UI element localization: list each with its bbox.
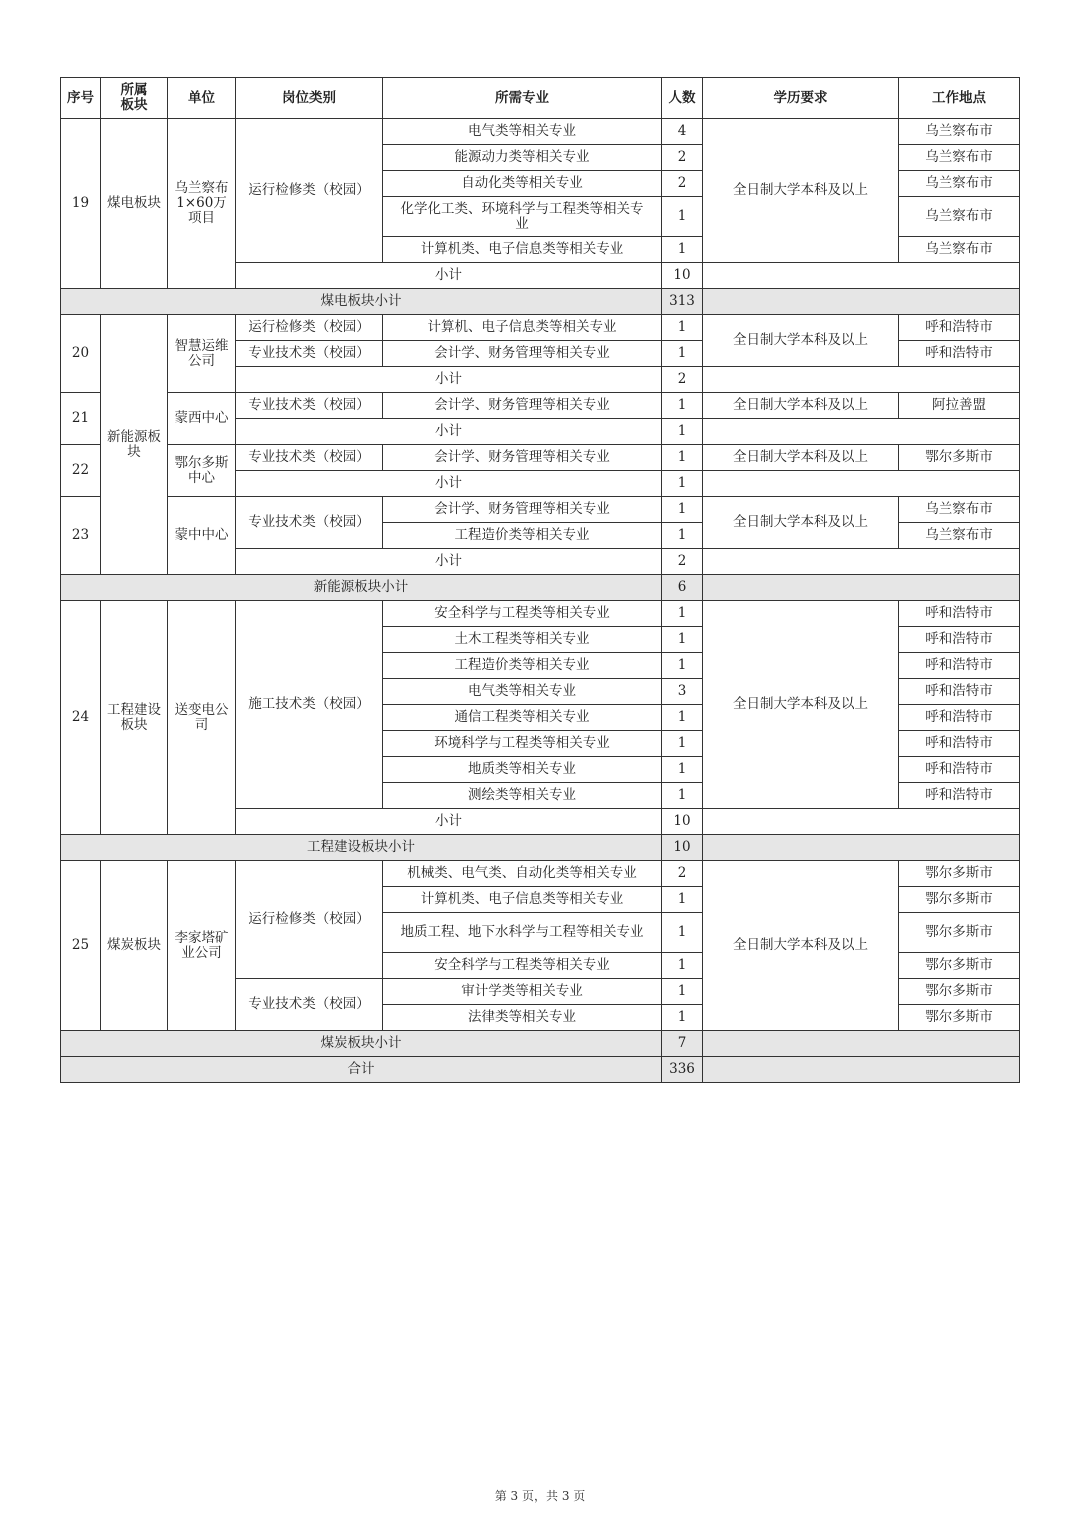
category-cell: 施工技术类（校园）	[236, 601, 383, 809]
major-cell: 土木工程类等相关专业	[383, 627, 662, 653]
sector-cell: 新能源板 块	[101, 315, 168, 575]
subtotal-label: 小计	[236, 419, 662, 445]
location-cell: 乌兰察布市	[899, 523, 1020, 549]
major-cell: 工程造价类等相关专业	[383, 653, 662, 679]
major-cell: 法律类等相关专业	[383, 1005, 662, 1031]
count-cell: 1	[662, 601, 703, 627]
count-cell: 1	[662, 627, 703, 653]
location-cell: 鄂尔多斯市	[899, 1005, 1020, 1031]
sector-cell: 煤炭板块	[101, 861, 168, 1031]
count-cell: 1	[662, 315, 703, 341]
empty-cell	[703, 471, 1020, 497]
major-cell: 地质工程、地下水科学与工程等相关专业	[383, 913, 662, 953]
major-cell: 审计学类等相关专业	[383, 979, 662, 1005]
subtotal-label: 小计	[236, 367, 662, 393]
sector-total-row	[61, 835, 1020, 861]
empty-cell	[703, 549, 1020, 575]
major-cell: 自动化类等相关专业	[383, 171, 662, 197]
location-cell: 鄂尔多斯市	[899, 913, 1020, 953]
count-cell: 1	[662, 653, 703, 679]
unit-cell: 蒙中中心	[168, 497, 236, 575]
location-cell: 呼和浩特市	[899, 601, 1020, 627]
sector-total-label: 新能源板块小计	[61, 575, 662, 601]
unit-cell: 智慧运维 公司	[168, 315, 236, 393]
count-cell: 2	[662, 145, 703, 171]
count-cell: 1	[662, 445, 703, 471]
table-row	[61, 315, 1020, 341]
major-cell: 计算机、电子信息类等相关专业	[383, 315, 662, 341]
location-cell: 阿拉善盟	[899, 393, 1020, 419]
unit-cell: 鄂尔多斯 中心	[168, 445, 236, 497]
sector-total-value: 313	[662, 289, 703, 315]
count-cell: 2	[662, 171, 703, 197]
location-cell: 呼和浩特市	[899, 341, 1020, 367]
location-cell: 乌兰察布市	[899, 497, 1020, 523]
sector-total-row	[61, 575, 1020, 601]
count-cell: 1	[662, 705, 703, 731]
major-cell: 计算机类、电子信息类等相关专业	[383, 237, 662, 263]
count-cell: 1	[662, 497, 703, 523]
count-cell: 1	[662, 783, 703, 809]
location-cell: 鄂尔多斯市	[899, 445, 1020, 471]
subtotal-value: 1	[662, 471, 703, 497]
sector-total-row	[61, 289, 1020, 315]
location-cell: 呼和浩特市	[899, 679, 1020, 705]
count-cell: 1	[662, 913, 703, 953]
location-cell: 呼和浩特市	[899, 315, 1020, 341]
recruitment-table	[60, 77, 1020, 1083]
education-cell: 全日制大学本科及以上	[703, 861, 899, 1031]
major-cell: 工程造价类等相关专业	[383, 523, 662, 549]
education-cell: 全日制大学本科及以上	[703, 119, 899, 263]
subtotal-value: 10	[662, 809, 703, 835]
count-cell: 1	[662, 1005, 703, 1031]
empty-cell	[703, 835, 1020, 861]
subtotal-label: 小计	[236, 549, 662, 575]
major-cell: 通信工程类等相关专业	[383, 705, 662, 731]
sector-total-row	[61, 1031, 1020, 1057]
count-cell: 1	[662, 237, 703, 263]
subtotal-label: 小计	[236, 809, 662, 835]
count-cell: 4	[662, 119, 703, 145]
table-row	[61, 393, 1020, 419]
education-cell: 全日制大学本科及以上	[703, 393, 899, 419]
education-cell: 全日制大学本科及以上	[703, 315, 899, 367]
subtotal-value: 10	[662, 263, 703, 289]
row-number: 19	[61, 119, 101, 289]
subtotal-value: 1	[662, 419, 703, 445]
education-cell: 全日制大学本科及以上	[703, 601, 899, 809]
major-cell: 测绘类等相关专业	[383, 783, 662, 809]
category-cell: 运行检修类（校园）	[236, 315, 383, 341]
category-cell: 专业技术类（校园）	[236, 979, 383, 1031]
count-cell: 2	[662, 861, 703, 887]
major-cell: 电气类等相关专业	[383, 679, 662, 705]
row-number: 23	[61, 497, 101, 575]
empty-cell	[703, 289, 1020, 315]
major-cell: 化学化工类、环境科学与工程类等相关专 业	[383, 197, 662, 237]
major-cell: 地质类等相关专业	[383, 757, 662, 783]
page-footer: 第 3 页，共 3 页	[494, 1489, 586, 1503]
location-cell: 鄂尔多斯市	[899, 979, 1020, 1005]
empty-cell	[703, 419, 1020, 445]
major-cell: 电气类等相关专业	[383, 119, 662, 145]
location-cell: 呼和浩特市	[899, 653, 1020, 679]
row-number: 22	[61, 445, 101, 497]
count-cell: 1	[662, 341, 703, 367]
subtotal-label: 小计	[236, 471, 662, 497]
grand-total-row	[61, 1057, 1020, 1083]
sector-total-label: 工程建设板块小计	[61, 835, 662, 861]
unit-cell: 蒙西中心	[168, 393, 236, 445]
unit-cell: 乌兰察布 1×60万 项目	[168, 119, 236, 289]
unit-cell: 送变电公 司	[168, 601, 236, 835]
sector-cell: 煤电板块	[101, 119, 168, 289]
empty-cell	[703, 263, 1020, 289]
table-header	[61, 78, 1020, 119]
education-cell: 全日制大学本科及以上	[703, 497, 899, 549]
location-cell: 乌兰察布市	[899, 171, 1020, 197]
location-cell: 乌兰察布市	[899, 119, 1020, 145]
major-cell: 环境科学与工程类等相关专业	[383, 731, 662, 757]
location-cell: 鄂尔多斯市	[899, 887, 1020, 913]
count-cell: 1	[662, 523, 703, 549]
sector-total-value: 6	[662, 575, 703, 601]
empty-cell	[703, 809, 1020, 835]
row-number: 20	[61, 315, 101, 393]
table-row	[61, 601, 1020, 627]
education-cell: 全日制大学本科及以上	[703, 445, 899, 471]
table-row	[61, 445, 1020, 471]
location-cell: 呼和浩特市	[899, 783, 1020, 809]
header-cell: 人数	[662, 78, 703, 119]
table-row	[61, 497, 1020, 523]
empty-cell	[703, 1057, 1020, 1083]
category-cell: 运行检修类（校园）	[236, 119, 383, 263]
subtotal-value: 2	[662, 367, 703, 393]
major-cell: 安全科学与工程类等相关专业	[383, 953, 662, 979]
header-cell: 所需专业	[383, 78, 662, 119]
major-cell: 会计学、财务管理等相关专业	[383, 393, 662, 419]
row-number: 21	[61, 393, 101, 445]
location-cell: 呼和浩特市	[899, 627, 1020, 653]
major-cell: 会计学、财务管理等相关专业	[383, 445, 662, 471]
location-cell: 乌兰察布市	[899, 145, 1020, 171]
location-cell: 呼和浩特市	[899, 757, 1020, 783]
major-cell: 安全科学与工程类等相关专业	[383, 601, 662, 627]
sector-total-label: 煤电板块小计	[61, 289, 662, 315]
count-cell: 1	[662, 393, 703, 419]
major-cell: 会计学、财务管理等相关专业	[383, 341, 662, 367]
header-cell: 单位	[168, 78, 236, 119]
category-cell: 专业技术类（校园）	[236, 393, 383, 419]
major-cell: 会计学、财务管理等相关专业	[383, 497, 662, 523]
count-cell: 3	[662, 679, 703, 705]
grand-total-label: 合计	[61, 1057, 662, 1083]
table-row	[61, 861, 1020, 887]
count-cell: 1	[662, 757, 703, 783]
header-cell: 岗位类别	[236, 78, 383, 119]
subtotal-label: 小计	[236, 263, 662, 289]
sector-total-label: 煤炭板块小计	[61, 1031, 662, 1057]
count-cell: 1	[662, 887, 703, 913]
row-number: 25	[61, 861, 101, 1031]
table-row	[61, 119, 1020, 145]
header-cell: 学历要求	[703, 78, 899, 119]
location-cell: 呼和浩特市	[899, 705, 1020, 731]
category-cell: 专业技术类（校园）	[236, 341, 383, 367]
category-cell: 专业技术类（校园）	[236, 497, 383, 549]
count-cell: 1	[662, 979, 703, 1005]
sector-total-value: 10	[662, 835, 703, 861]
unit-cell: 李家塔矿 业公司	[168, 861, 236, 1031]
header-cell: 所属 板块	[101, 78, 168, 119]
count-cell: 1	[662, 953, 703, 979]
header-cell: 序号	[61, 78, 101, 119]
category-cell: 运行检修类（校园）	[236, 861, 383, 979]
count-cell: 1	[662, 731, 703, 757]
sector-total-value: 7	[662, 1031, 703, 1057]
major-cell: 能源动力类等相关专业	[383, 145, 662, 171]
major-cell: 计算机类、电子信息类等相关专业	[383, 887, 662, 913]
category-cell: 专业技术类（校园）	[236, 445, 383, 471]
row-number: 24	[61, 601, 101, 835]
location-cell: 乌兰察布市	[899, 197, 1020, 237]
empty-cell	[703, 1031, 1020, 1057]
subtotal-value: 2	[662, 549, 703, 575]
header-cell: 工作地点	[899, 78, 1020, 119]
sector-cell: 工程建设 板块	[101, 601, 168, 835]
empty-cell	[703, 575, 1020, 601]
major-cell: 机械类、电气类、自动化类等相关专业	[383, 861, 662, 887]
location-cell: 鄂尔多斯市	[899, 861, 1020, 887]
location-cell: 乌兰察布市	[899, 237, 1020, 263]
location-cell: 呼和浩特市	[899, 731, 1020, 757]
grand-total-value: 336	[662, 1057, 703, 1083]
count-cell: 1	[662, 197, 703, 237]
empty-cell	[703, 367, 1020, 393]
location-cell: 鄂尔多斯市	[899, 953, 1020, 979]
